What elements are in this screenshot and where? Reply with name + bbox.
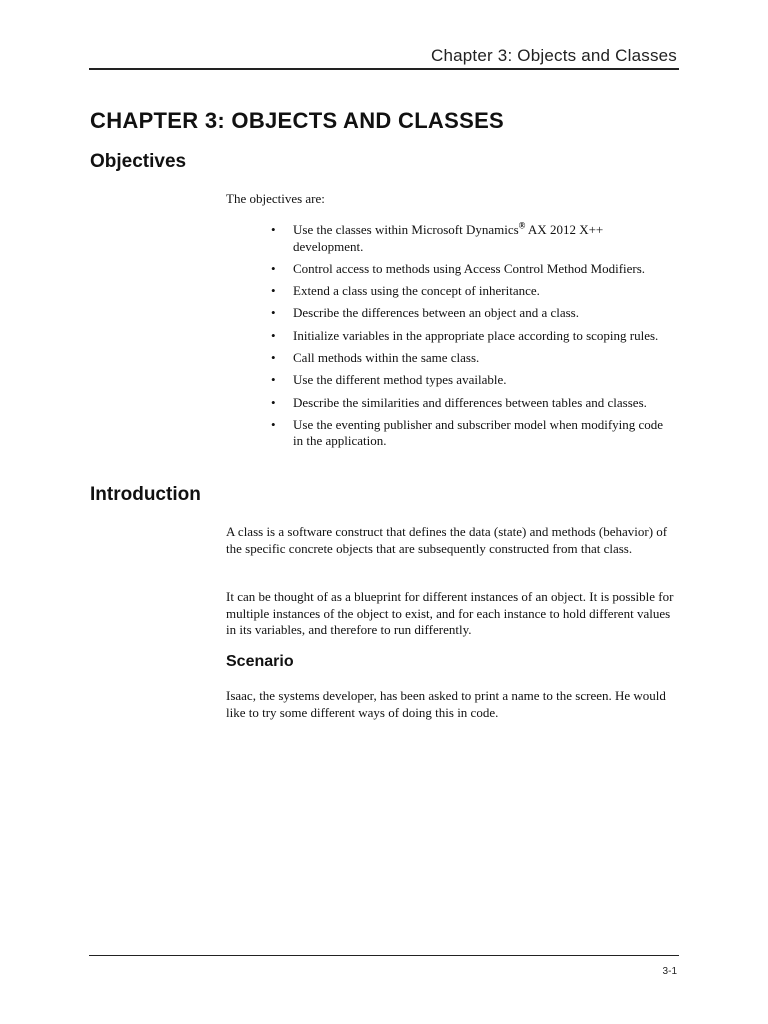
scenario-paragraph: Isaac, the systems developer, has been asked to print a name to the screen. He would like to try some different ways of doing this in code. bbox=[226, 688, 666, 720]
objectives-heading: Objectives bbox=[90, 151, 187, 172]
list-item: • Call methods within the same class. bbox=[271, 350, 671, 367]
introduction-paragraph-1: A class is a software construct that defines the data (state) and methods (behavior) of the specific concrete objects that are subsequently constructed from that class. bbox=[226, 524, 668, 556]
list-item: • Describe the differences between an object and a class. bbox=[271, 305, 671, 322]
chapter-title: CHAPTER 3: OBJECTS AND CLASSES bbox=[90, 108, 505, 133]
list-item-text-after: AX 2012 X++ development. bbox=[293, 222, 604, 254]
list-item: • Extend a class using the concept of inheritance. bbox=[271, 283, 671, 300]
scenario-heading: Scenario bbox=[226, 653, 294, 670]
introduction-paragraph-2: It can be thought of as a blueprint for different instances of an object. It is possible for multiple instances of the object to exist, and for each instance to hold different values in its variables, and therefore to run differently. bbox=[226, 589, 674, 637]
list-item: • Use the different method types available. bbox=[271, 372, 671, 389]
footer-rule bbox=[89, 955, 679, 956]
running-header: Chapter 3: Objects and Classes bbox=[430, 46, 677, 65]
list-item bbox=[271, 222, 671, 255]
page-number: 3-1 bbox=[662, 966, 677, 977]
registered-mark: ® bbox=[518, 220, 526, 231]
list-item-text: Use the classes within Microsoft Dynamics bbox=[293, 222, 519, 237]
list-item: • Use the eventing publisher and subscriber model when modifying code in the application. bbox=[271, 417, 671, 450]
objectives-list bbox=[271, 222, 671, 456]
list-item: • Control access to methods using Access Control Method Modifiers. bbox=[271, 261, 671, 278]
introduction-heading: Introduction bbox=[90, 484, 201, 505]
header-rule bbox=[89, 68, 679, 70]
list-item: • Initialize variables in the appropriate place according to scoping rules. bbox=[271, 328, 671, 345]
objectives-intro: The objectives are: bbox=[226, 191, 325, 206]
list-item: • Describe the similarities and differences between tables and classes. bbox=[271, 395, 671, 412]
